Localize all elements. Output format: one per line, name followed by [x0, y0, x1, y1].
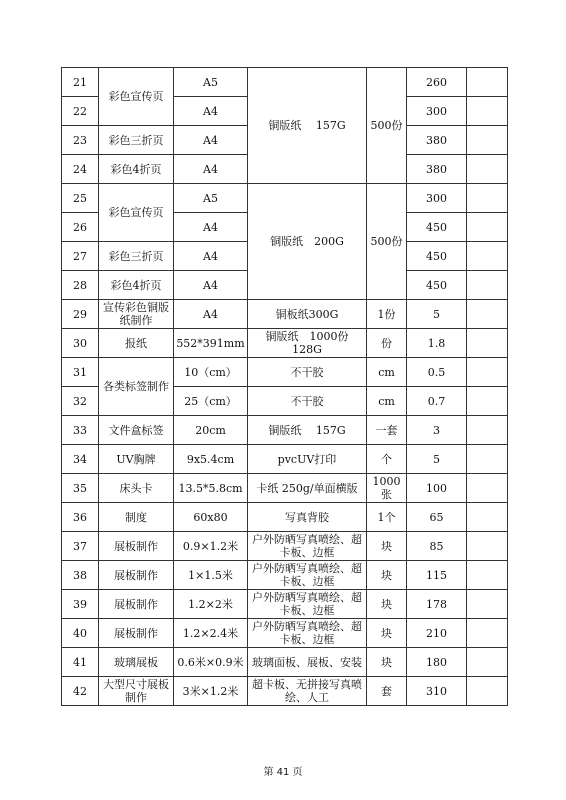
- item-name: 展板制作: [99, 561, 174, 590]
- table-row: [62, 677, 508, 706]
- table-row: [62, 619, 508, 648]
- row-number: 41: [62, 648, 99, 677]
- table-row: [62, 358, 508, 387]
- row-number: 27: [62, 242, 99, 271]
- item-note: [467, 648, 508, 677]
- row-number: 37: [62, 532, 99, 561]
- item-unit: 个: [367, 445, 407, 474]
- item-spec: 552*391mm: [174, 329, 248, 358]
- item-spec: 0.6米×0.9米: [174, 648, 248, 677]
- item-name: 各类标签制作: [99, 358, 174, 416]
- item-spec: A4: [174, 213, 248, 242]
- item-price: 100: [407, 474, 467, 503]
- item-material: 铜版纸 200G: [248, 184, 367, 300]
- item-price: 300: [407, 97, 467, 126]
- item-unit: 份: [367, 329, 407, 358]
- row-number: 35: [62, 474, 99, 503]
- table-row: [62, 503, 508, 532]
- item-spec: 20cm: [174, 416, 248, 445]
- item-price: 310: [407, 677, 467, 706]
- item-spec: 1.2×2米: [174, 590, 248, 619]
- page-number: 第 41 页: [263, 767, 303, 778]
- table-row: [62, 648, 508, 677]
- item-spec: 0.9×1.2米: [174, 532, 248, 561]
- item-price: 260: [407, 68, 467, 97]
- row-number: 22: [62, 97, 99, 126]
- item-price: 450: [407, 242, 467, 271]
- row-number: 38: [62, 561, 99, 590]
- row-number: 40: [62, 619, 99, 648]
- row-number: 33: [62, 416, 99, 445]
- item-price: 5: [407, 300, 467, 329]
- row-number: 23: [62, 126, 99, 155]
- item-unit: cm: [367, 387, 407, 416]
- table-row: [62, 561, 508, 590]
- item-material: 铜板纸300G: [248, 300, 367, 329]
- item-spec: A5: [174, 68, 248, 97]
- item-price: 5: [407, 445, 467, 474]
- item-unit: 套: [367, 677, 407, 706]
- item-material: 户外防晒写真喷绘、超卡板、边框: [248, 561, 367, 590]
- item-unit: 1个: [367, 503, 407, 532]
- item-spec: 60x80: [174, 503, 248, 532]
- item-price: 65: [407, 503, 467, 532]
- item-note: [467, 445, 508, 474]
- item-spec: A4: [174, 300, 248, 329]
- item-price: 3: [407, 416, 467, 445]
- item-name: 彩色4折页: [99, 271, 174, 300]
- item-material: 户外防晒写真喷绘、超卡板、边框: [248, 590, 367, 619]
- item-note: [467, 677, 508, 706]
- item-price: 450: [407, 213, 467, 242]
- table-row: [62, 184, 508, 213]
- row-number: 34: [62, 445, 99, 474]
- item-name: 展板制作: [99, 619, 174, 648]
- row-number: 28: [62, 271, 99, 300]
- item-note: [467, 300, 508, 329]
- item-name: 彩色三折页: [99, 242, 174, 271]
- table-row: [62, 416, 508, 445]
- item-name: 玻璃展板: [99, 648, 174, 677]
- row-number: 30: [62, 329, 99, 358]
- item-material: 户外防晒写真喷绘、超卡板、边框: [248, 532, 367, 561]
- item-material: 户外防晒写真喷绘、超卡板、边框: [248, 619, 367, 648]
- item-price: 210: [407, 619, 467, 648]
- table-row: [62, 68, 508, 97]
- item-note: [467, 503, 508, 532]
- item-material: 铜版纸 157G: [248, 416, 367, 445]
- item-name: UV胸牌: [99, 445, 174, 474]
- item-spec: A5: [174, 184, 248, 213]
- item-spec: 1×1.5米: [174, 561, 248, 590]
- item-material: pvcUV打印: [248, 445, 367, 474]
- item-name: 展板制作: [99, 532, 174, 561]
- item-unit: 500份: [367, 68, 407, 184]
- row-number: 26: [62, 213, 99, 242]
- item-material: 不干胶: [248, 387, 367, 416]
- row-number: 31: [62, 358, 99, 387]
- item-note: [467, 126, 508, 155]
- item-price: 178: [407, 590, 467, 619]
- row-number: 32: [62, 387, 99, 416]
- item-name: 彩色三折页: [99, 126, 174, 155]
- item-spec: 9x5.4cm: [174, 445, 248, 474]
- item-material: 铜版纸 157G: [248, 68, 367, 184]
- item-note: [467, 416, 508, 445]
- item-name: 大型尺寸展板制作: [99, 677, 174, 706]
- item-spec: A4: [174, 271, 248, 300]
- item-name: 制度: [99, 503, 174, 532]
- item-spec: 3米×1.2米: [174, 677, 248, 706]
- item-unit: 块: [367, 619, 407, 648]
- item-spec: A4: [174, 97, 248, 126]
- item-price: 1.8: [407, 329, 467, 358]
- item-unit: 块: [367, 532, 407, 561]
- item-note: [467, 329, 508, 358]
- item-note: [467, 155, 508, 184]
- item-name: 彩色宣传页: [99, 184, 174, 242]
- item-price: 0.5: [407, 358, 467, 387]
- item-material: 玻璃面板、展板、安装: [248, 648, 367, 677]
- item-material: 铜版纸 1000份 128G: [248, 329, 367, 358]
- item-price: 115: [407, 561, 467, 590]
- item-note: [467, 213, 508, 242]
- item-unit: 块: [367, 590, 407, 619]
- item-price: 380: [407, 126, 467, 155]
- table-row: [62, 474, 508, 503]
- item-note: [467, 590, 508, 619]
- row-number: 36: [62, 503, 99, 532]
- item-unit: 1份: [367, 300, 407, 329]
- item-name: 报纸: [99, 329, 174, 358]
- row-number: 39: [62, 590, 99, 619]
- item-material: 写真背胶: [248, 503, 367, 532]
- item-unit: 块: [367, 648, 407, 677]
- item-unit: 1000张: [367, 474, 407, 503]
- row-number: 25: [62, 184, 99, 213]
- item-note: [467, 619, 508, 648]
- item-note: [467, 271, 508, 300]
- item-name: 彩色4折页: [99, 155, 174, 184]
- item-spec: 1.2×2.4米: [174, 619, 248, 648]
- row-number: 24: [62, 155, 99, 184]
- item-note: [467, 532, 508, 561]
- item-price: 180: [407, 648, 467, 677]
- row-number: 42: [62, 677, 99, 706]
- item-spec: A4: [174, 242, 248, 271]
- item-price: 0.7: [407, 387, 467, 416]
- item-price: 85: [407, 532, 467, 561]
- item-name: 展板制作: [99, 590, 174, 619]
- item-spec: 10（cm）: [174, 358, 248, 387]
- item-material: 不干胶: [248, 358, 367, 387]
- item-unit: 一套: [367, 416, 407, 445]
- item-note: [467, 184, 508, 213]
- item-material: 卡纸 250g/单面横版: [248, 474, 367, 503]
- item-note: [467, 68, 508, 97]
- item-name: 彩色宣传页: [99, 68, 174, 126]
- table-row: [62, 445, 508, 474]
- item-spec: A4: [174, 155, 248, 184]
- item-note: [467, 97, 508, 126]
- item-spec: 13.5*5.8cm: [174, 474, 248, 503]
- item-name: 文件盒标签: [99, 416, 174, 445]
- row-number: 21: [62, 68, 99, 97]
- item-unit: cm: [367, 358, 407, 387]
- item-name: 宣传彩色铜版纸制作: [99, 300, 174, 329]
- item-spec: 25（cm）: [174, 387, 248, 416]
- item-unit: 块: [367, 561, 407, 590]
- item-price: 450: [407, 271, 467, 300]
- item-note: [467, 387, 508, 416]
- table-row: [62, 329, 508, 358]
- row-number: 29: [62, 300, 99, 329]
- table-row: [62, 590, 508, 619]
- item-note: [467, 474, 508, 503]
- item-unit: 500份: [367, 184, 407, 300]
- item-note: [467, 561, 508, 590]
- item-price: 300: [407, 184, 467, 213]
- item-name: 床头卡: [99, 474, 174, 503]
- item-price: 380: [407, 155, 467, 184]
- item-spec: A4: [174, 126, 248, 155]
- item-note: [467, 242, 508, 271]
- item-note: [467, 358, 508, 387]
- table-row: [62, 300, 508, 329]
- item-material: 超卡板、无拼接写真喷绘、人工: [248, 677, 367, 706]
- table-row: [62, 532, 508, 561]
- price-table: [61, 67, 508, 706]
